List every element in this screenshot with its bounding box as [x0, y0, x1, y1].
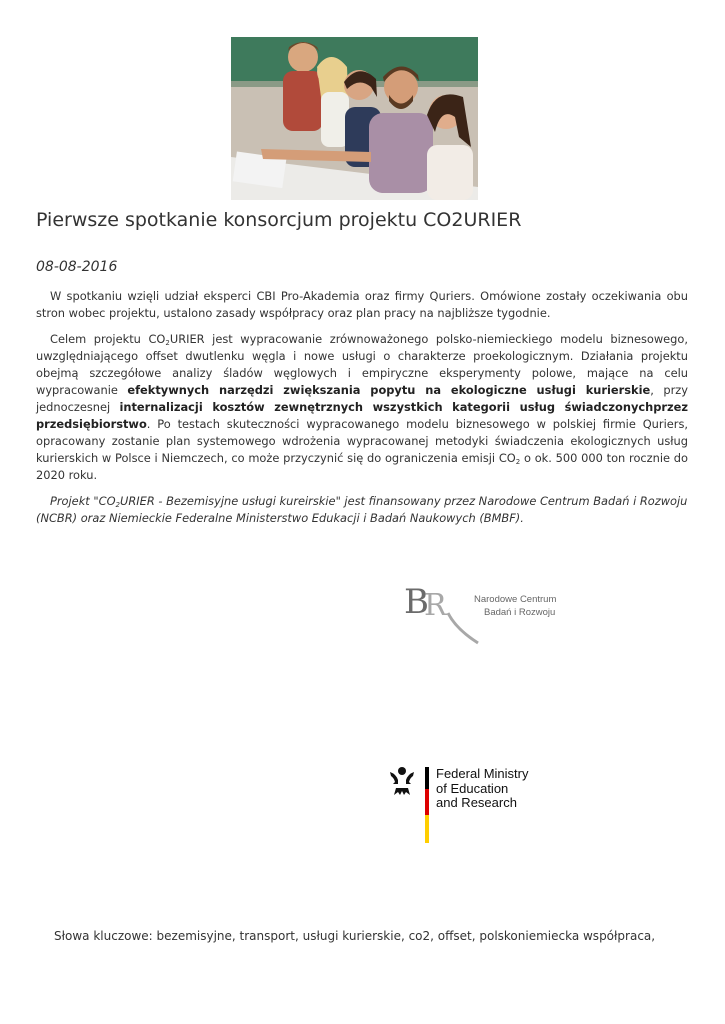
article-body	[36, 288, 688, 536]
eagle-icon	[390, 767, 414, 795]
svg-text:R: R	[424, 588, 447, 623]
bold-phrase: efektywnych narzędzi zwiększania popytu na ekologiczne usługi kurierskie	[127, 383, 651, 397]
ncbr-name-line1: Narodowe Centrum	[474, 594, 557, 605]
bold-phrase: internalizacji kosztów zewnętrznych wszystkich kategorii usług świadczonychprzez przedsiębiorstwo	[36, 400, 688, 431]
bmbf-name-line3: and Research	[436, 795, 517, 810]
article-title: Pierwsze spotkanie konsorcjum projektu CO2URIER	[36, 209, 522, 231]
paragraph-meeting: W spotkaniu wzięli udział eksperci CBI Pro-Akademia oraz firmy Quriers. Omówione zostały oczekiwania obu stron wobec projektu, ustalono zasady współpracy oraz plan pracy na najbliższe tygodnie.	[36, 289, 688, 320]
text-segment: . Po testach skuteczności wypracowanego modelu biznesowego w polskiej firmie Quriers, opracowany zostanie plan systemowego wdrożenia wypracowanej metodyki świadczenia ekologicznych usług kurierskich w Polsce i Niemczech, co może przyczynić się do ograniczenia emisji CO	[36, 417, 688, 465]
article-date: 08-08-2016	[36, 259, 118, 275]
text-segment: Projekt "CO	[50, 494, 116, 508]
text-segment: Celem projektu CO	[50, 332, 166, 346]
text-segment: URIER - Bezemisyjne usługi kureirskie" jest finansowany przez Narodowe Centrum Badań i Rozwoju (NCBR) oraz Niemieckie Federalne Ministerstwo Edukacji i Badań Naukowych (BMBF).	[36, 494, 688, 525]
text-segment: URIER jest wypracowanie zrównoważonego polsko-niemieckiego modelu biznesowego, uwzględniającego offset dwutlenku węgla i nowe usługi o charakterze proekologicznym. Działania projektu obejmą szczegółowe analizy śladów węglowych i empiryczne eksperymenty polowe, mające na celu wypracowanie	[36, 332, 689, 397]
keywords-line: Słowa kluczowe: bezemisyjne, transport, usługi kurierskie, co2, offset, polskoniemiecka współpraca,	[54, 929, 656, 943]
hero-photo	[231, 37, 478, 200]
bmbf-name-line1: Federal Ministry	[436, 766, 529, 781]
paragraph-funding	[36, 493, 688, 527]
svg-text:B: B	[404, 585, 429, 622]
bmbf-name-line2: of Education	[436, 781, 509, 796]
subscript: 2	[115, 501, 121, 509]
ncbr-name-line2: Badań i Rozwoju	[484, 607, 556, 618]
paragraph-project-goal	[36, 331, 688, 484]
text-segment: o ok. 500 000 ton rocznie do 2020 roku.	[36, 451, 689, 482]
bmbf-logo	[386, 762, 546, 846]
ncbr-logo	[404, 585, 564, 645]
text-segment: , przy jednoczesnej	[36, 383, 688, 414]
subscript: 2	[515, 458, 521, 466]
subscript: 2	[165, 339, 170, 347]
